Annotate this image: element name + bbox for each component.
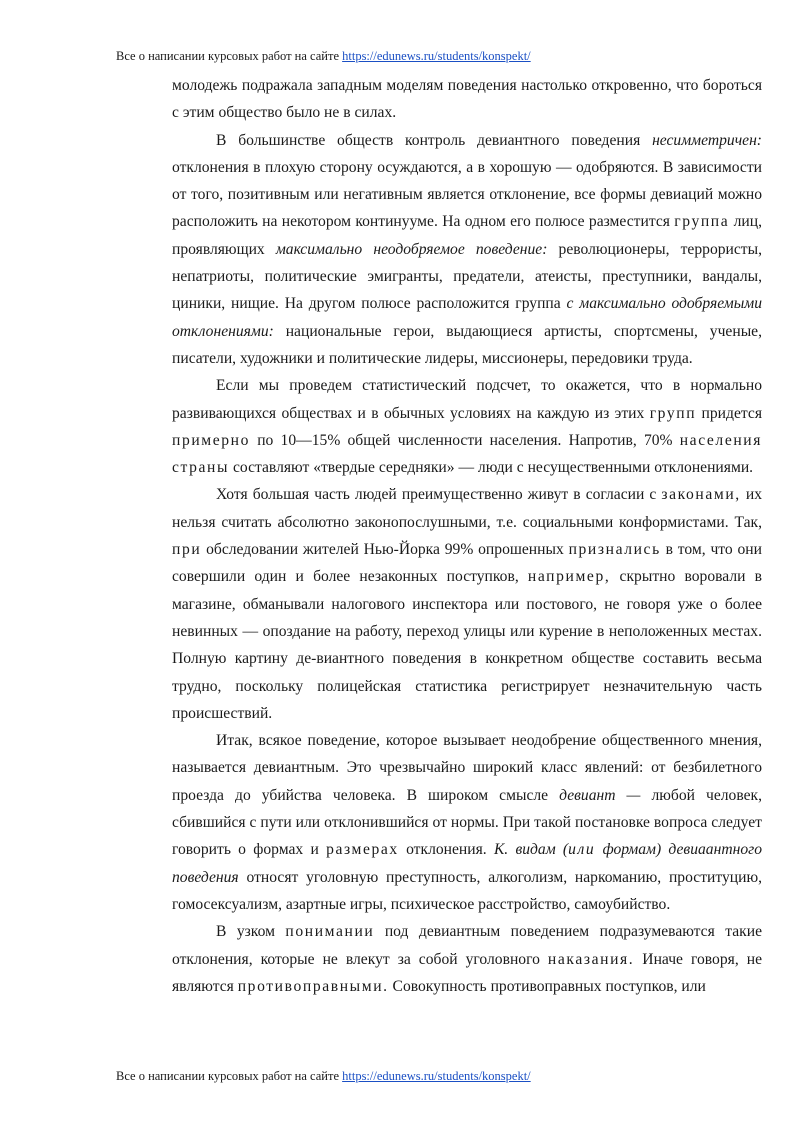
text: Если мы проведем статистический подсчет, то окажется, что в нормально развивающихся обществах и в обычных условиях на каждую из этих bbox=[172, 377, 762, 422]
text: под девиантным поведением подразумеваются такие отклонения, которые не влекут за собой уголовного bbox=[172, 923, 762, 968]
text: придется bbox=[696, 404, 762, 422]
paragraph-1 bbox=[172, 72, 762, 127]
text: молодежь подражала западным моделям поведения настолько откровенно, что бороться с этим общество было не в силах. bbox=[172, 77, 762, 122]
text: относят уголовную преступность, алкоголизм, наркоманию, проституцию, гомосексуализм, азартные игры, психическое расстройство, самоубийство. bbox=[172, 868, 762, 913]
page-footer bbox=[116, 1068, 531, 1084]
italic-term: К. видам ( bbox=[493, 841, 569, 859]
paragraph-2 bbox=[172, 127, 762, 373]
text: Итак, всякое поведение, которое вызывает неодобрение общественного мнения, называется девиантным. Это чрезвычайно широкий класс явлений: от безбилетного проезда до убийства человека. В широком смысле bbox=[172, 732, 762, 804]
paragraph-6 bbox=[172, 918, 762, 1000]
spaced-word: наказания. bbox=[547, 950, 635, 968]
italic-term: несимметричен: bbox=[652, 131, 762, 149]
text: скрытно воровали в магазине, обманывали налогового инспектора или постового, не говоря уже о более невинных — опоздание на работу, переход улицы или курение в неположенных местах. Полную картину де-виантного поведения в конкретном обществе составить весьма трудно, поскольку полицейская статистика регистрирует незначительную часть происшествий. bbox=[172, 568, 763, 722]
italic-term: с максимально одобряемыми отклонениями: bbox=[172, 295, 763, 340]
text: отклонения. bbox=[398, 841, 494, 859]
italic-term: девиант — bbox=[559, 786, 641, 804]
paragraph-5 bbox=[172, 727, 762, 918]
spaced-word: размерах bbox=[326, 841, 399, 859]
spaced-word: законами, bbox=[661, 486, 741, 504]
text: по 10—15% общей численности населения. Напротив, 70% bbox=[250, 431, 680, 449]
spaced-word: примерно bbox=[172, 431, 251, 449]
text: национальные герои, выдающиеся артисты, спортсмены, ученые, писатели, художники и политические лидеры, миссионеры, передовики труда. bbox=[172, 322, 762, 367]
header-link[interactable]: https://edunews.ru/students/konspekt/ bbox=[342, 49, 531, 63]
text: их нельзя считать абсолютно законопослушными, т.е. социальными конформистами. Так, bbox=[172, 486, 763, 531]
paragraph-3 bbox=[172, 372, 762, 481]
text: революционеры, террористы, непатриоты, политические эмигранты, предатели, атеисты, преступники, вандалы, циники, нищие. На другом полюсе расположится группа bbox=[172, 240, 762, 313]
document-body bbox=[172, 72, 762, 1000]
text: В узком bbox=[216, 923, 286, 941]
footer-link[interactable]: https://edunews.ru/students/konspekt/ bbox=[342, 1069, 531, 1083]
footer-text: Все о написании курсовых работ на сайте bbox=[116, 1069, 343, 1083]
italic-term: максимально неодобряемое поведение: bbox=[275, 240, 548, 258]
text: любой человек, сбившийся с пути или отклонившийся от нормы. При такой постановке вопроса следует говорить о формах и bbox=[172, 786, 763, 859]
spaced-word: населения страны bbox=[172, 431, 762, 477]
text: Иначе говоря, не являются bbox=[172, 950, 762, 995]
italic-term: формам) девиаантного поведения bbox=[172, 841, 762, 886]
text: отклонения в плохую сторону осуждаются, а в хорошую — одобряются. В зависимости от того, позитивным или негативным является отклонение, все формы девиаций можно расположить на некотором континууме. На одном его полюсе разместится bbox=[172, 158, 762, 231]
spaced-word: при bbox=[172, 541, 202, 559]
spaced-word: противоправными. bbox=[237, 977, 389, 995]
page-header bbox=[116, 48, 531, 64]
spaced-word: понимании bbox=[285, 923, 375, 941]
spaced-word: например, bbox=[527, 568, 611, 586]
text: в том, что они совершили один и более незаконных поступков, bbox=[172, 541, 762, 586]
text: В большинстве обществ контроль девиантного поведения bbox=[216, 131, 653, 149]
spaced-word: признались bbox=[568, 541, 661, 559]
text: лиц, проявляющих bbox=[172, 213, 762, 258]
text: Совокупность противоправных поступков, или bbox=[388, 977, 706, 995]
text: обследовании жителей Нью-Йорка 99% опрошенных bbox=[201, 541, 569, 559]
spaced-word: групп bbox=[649, 404, 697, 422]
header-text: Все о написании курсовых работ на сайте bbox=[116, 49, 343, 63]
text: Хотя большая часть людей преимущественно живут в согласии с bbox=[216, 486, 662, 504]
spaced-word: группа bbox=[674, 213, 730, 231]
paragraph-4 bbox=[172, 481, 762, 727]
italic-spaced-word: или bbox=[568, 841, 596, 859]
text: составляют «твердые середняки» — люди с несущественными отклонениями. bbox=[229, 459, 754, 477]
